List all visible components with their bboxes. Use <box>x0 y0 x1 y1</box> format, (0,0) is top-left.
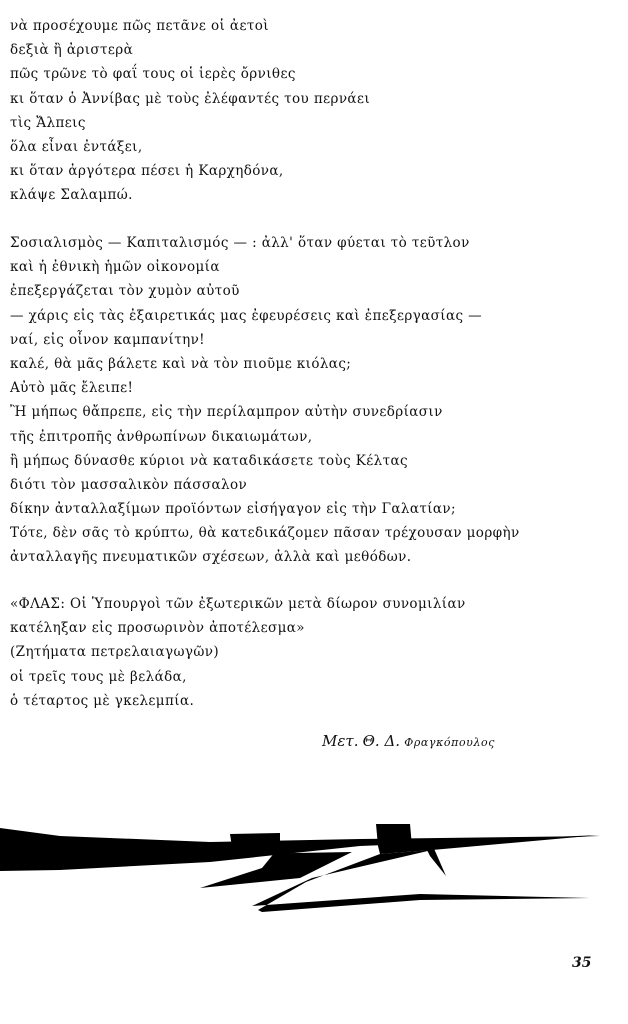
poem-line: καλέ, θὰ μᾶς βάλετε καὶ νὰ τὸν πιοῦμε κιόλας; <box>10 355 352 372</box>
poem-line: κι ὅταν ὁ Ἀννίβας μὲ τοὺς ἐλέφαντές του περνάει <box>10 90 371 107</box>
poem-line: πῶς τρῶνε τὸ φαΐ τους οἱ ἱερὲς ὄρνιθες <box>10 66 296 83</box>
poem-line: Σοσιαλισμὸς — Καπιταλισμός — : ἀλλ' ὅταν φύεται τὸ τεῦτλον <box>10 235 470 251</box>
poem-stanza-3 <box>10 592 610 713</box>
poem-line: κατέληξαν εἰς προσωρινὸν ἀποτέλεσμα» <box>10 620 305 637</box>
poem-line: τὶς Ἄλπεις <box>10 114 86 131</box>
poem-line: Ἢ μήπως θἄπρεπε, εἰς τὴν περίλαμπρον αὐτὴν συνεδρίασιν <box>10 404 443 421</box>
poem-line: ἢ μήπως δύνασθε κύριοι νὰ καταδικάσετε τοὺς Κέλτας <box>10 452 408 469</box>
poem-line: τῆς ἐπιτροπῆς ἀνθρωπίνων δικαιωμάτων, <box>10 428 313 445</box>
translator-credit <box>322 732 495 750</box>
poem-line: ἐπεξεργάζεται τὸν χυμὸν αὐτοῦ <box>10 283 240 300</box>
poem-line: ὅλα εἶναι ἐντάξει, <box>10 138 143 155</box>
poem-line: ἀνταλλαγῆς πνευματικῶν σχέσεων, ἀλλὰ καὶ μεθόδων. <box>10 549 412 566</box>
poem-line: κι ὅταν ἀργότερα πέσει ἡ Καρχηδόνα, <box>10 163 284 180</box>
poem-line: νὰ προσέχουμε πῶς πετᾶνε οἱ ἀετοὶ <box>10 18 269 34</box>
poem-line: «ΦΛΑΣ: Οἱ Ὑπουργοὶ τῶν ἐξωτερικῶν μετὰ δίωρον συνομιλίαν <box>10 596 466 612</box>
poem-line: διότι τὸν μασσαλικὸν πάσσαλον <box>10 476 248 493</box>
poem-line: (Ζητήματα πετρελαιαγωγῶν) <box>10 644 220 661</box>
poem-line: οἱ τρεῖς τους μὲ βελάδα, <box>10 668 187 685</box>
poem-line: Αὐτὸ μᾶς ἔλειπε! <box>10 380 134 397</box>
poem-line: ὁ τέταρτος μὲ γκελεμπία. <box>10 692 195 709</box>
poem-line: — χάρις εἰς τὰς ἐξαιρετικάς μας ἐφευρέσεις καὶ ἐπεξεργασίας — <box>10 307 483 324</box>
poem-line: δεξιὰ ἢ ἀριστερὰ <box>10 42 134 59</box>
poem-stanza-2 <box>10 231 610 570</box>
translator-initials: Θ. Δ. <box>362 732 401 750</box>
translator-prefix: Μετ. <box>322 732 359 750</box>
poem-line: ναί, εἰς οἶνον καμπανίτην! <box>10 331 205 348</box>
page-number: 35 <box>572 955 592 971</box>
poem-line: κλάψε Σαλαμπώ. <box>10 187 133 204</box>
translator-surname: Φραγκόπουλος <box>404 736 496 749</box>
poem-line: δίκην ἀνταλλαξίμων προϊόντων εἰσήγαγον εἰς τὴν Γαλατίαν; <box>10 501 456 518</box>
brushstroke-ornament-icon <box>0 816 628 916</box>
ornament-shape <box>0 824 600 912</box>
poem-stanza-1 <box>10 14 610 208</box>
poem-line: καὶ ἡ ἐθνικὴ ἡμῶν οἰκονομία <box>10 259 220 276</box>
poem-line: Τότε, δὲν σᾶς τὸ κρύπτω, θὰ κατεδικάζομεν πᾶσαν τρέχουσαν μορφὴν <box>10 525 520 542</box>
